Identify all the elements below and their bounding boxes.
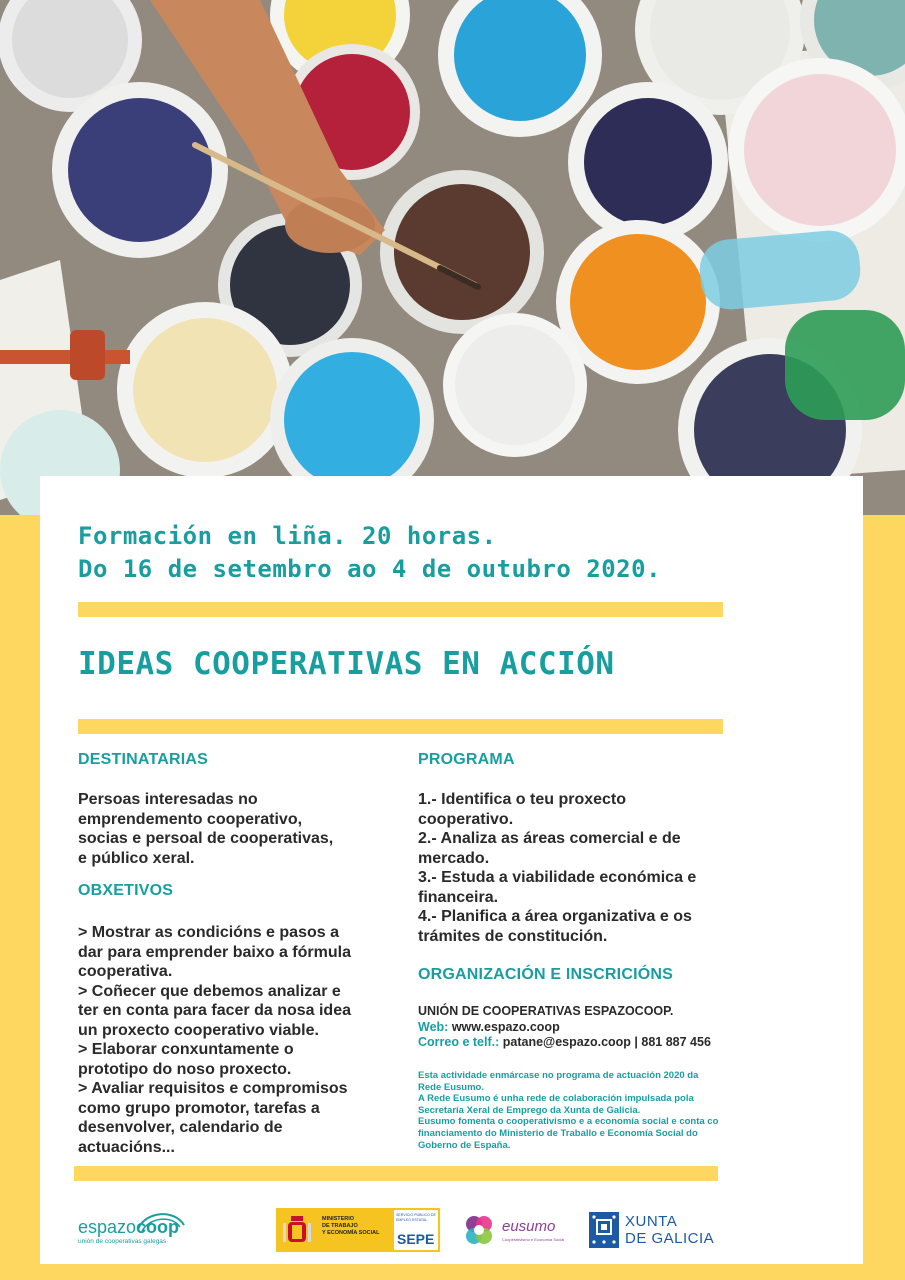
xunta-line2: DE GALICIA	[625, 1230, 715, 1247]
eusumo-icon	[460, 1214, 500, 1248]
coat-of-arms-icon	[280, 1213, 314, 1247]
text-line: desenvolver, calendario de	[78, 1119, 283, 1136]
divider-bar-top	[78, 602, 723, 617]
text-line: prototipo do noso proxecto.	[78, 1060, 292, 1078]
text-line: trámites de constitución.	[418, 927, 608, 945]
ministerio-line2: DE TRABAJO	[322, 1223, 358, 1229]
eusumo-logo	[460, 1210, 565, 1250]
text-line: 2.- Analiza as áreas comercial e de	[418, 830, 681, 847]
course-info	[78, 520, 661, 586]
text-line: > Elaborar conxuntamente o	[78, 1041, 294, 1058]
ministerio-line3: Y ECONOMÍA SOCIAL	[322, 1230, 380, 1236]
espazocoop-logo	[76, 1209, 191, 1249]
obxetivos-text	[78, 923, 351, 1157]
text-line: mercado.	[418, 849, 490, 867]
espazo-word: espazo	[78, 1217, 137, 1237]
organizacion-details	[418, 1004, 711, 1051]
course-format: Formación en liña. 20 horas.	[78, 522, 497, 550]
sepe-small-text: SERVICIO PÚBLICO DE EMPLEO ESTATAL	[396, 1213, 436, 1222]
divider-bar-bottom	[74, 1166, 718, 1181]
text-line: financeira.	[418, 888, 499, 906]
text-line: 4.- Planifica a área organizativa e os	[418, 908, 692, 925]
sepe-box	[394, 1210, 438, 1250]
text-line: Persoas interesadas no	[78, 791, 258, 808]
note-line: Goberno de España.	[418, 1139, 511, 1151]
note-line: Rede Eusumo.	[418, 1081, 484, 1093]
note-line: Eusumo fomenta o cooperativismo e a economía social e conta co	[418, 1116, 719, 1128]
programa-heading: PROGRAMA	[418, 751, 515, 768]
web-row	[418, 1020, 711, 1036]
obxetivos-heading: OBXETIVOS	[78, 882, 174, 899]
programa-text	[418, 790, 696, 946]
course-dates: Do 16 de setembro ao 4 de outubro 2020.	[78, 555, 662, 583]
content-card	[40, 476, 863, 1264]
text-line: ter en conta para facer da nosa idea	[78, 1002, 351, 1019]
text-line: > Mostrar as condicións e pasos a	[78, 924, 339, 941]
text-line: 3.- Estuda a viabilidade económica e	[418, 869, 697, 886]
text-line: como grupo promotor, tarefas a	[78, 1099, 320, 1117]
ministerio-sepe-logo	[276, 1208, 440, 1252]
text-line: emprendemento cooperativo,	[78, 810, 303, 828]
text-line: socias e persoal de cooperativas,	[78, 830, 334, 847]
text-line: > Coñecer que debemos analizar e	[78, 982, 341, 1000]
page-title: IDEAS COOPERATIVAS EN ACCIÓN	[78, 646, 615, 682]
destinatarias-heading: DESTINATARIAS	[78, 751, 209, 768]
hero-photo-paint-buckets	[0, 0, 905, 515]
web-label: Web:	[418, 1019, 449, 1034]
coop-word: coop	[136, 1217, 180, 1237]
ministerio-line1: MINISTERIO	[322, 1216, 355, 1222]
contact-row	[418, 1035, 711, 1051]
note-line: Esta actividade enmárcase no programa de actuación 2020 da	[418, 1070, 699, 1081]
text-line: un proxecto cooperativo viable.	[78, 1021, 319, 1039]
organizacion-heading: ORGANIZACIÓN E INSCRICIÓNS	[418, 966, 673, 983]
xunta-galicia-logo	[589, 1209, 719, 1251]
org-name: UNIÓN DE COOPERATIVAS ESPAZOCOOP.	[418, 1004, 674, 1018]
destinatarias-text	[78, 790, 333, 868]
note-line: financiamento do Ministerio de Traballo e Economía Social do	[418, 1127, 698, 1139]
web-link[interactable]: www.espazo.coop	[451, 1019, 560, 1034]
text-line: cooperativo.	[418, 810, 514, 828]
text-line: actuacións...	[78, 1138, 175, 1156]
footnote	[418, 1070, 748, 1151]
eusumo-tagline: Cooperativismo e Economía Social	[502, 1237, 565, 1242]
text-line: > Avaliar requisitos e compromisos	[78, 1080, 348, 1097]
text-line: cooperativa.	[78, 963, 173, 980]
eusumo-wordmark: eusumo	[502, 1218, 556, 1235]
note-line: A Rede Eusumo é unha rede de colaboración impulsada pola	[418, 1093, 694, 1105]
galicia-shield-icon	[589, 1212, 619, 1248]
text-line: dar para emprender baixo a fórmula	[78, 943, 351, 961]
sepe-wordmark: SEPE	[397, 1231, 435, 1247]
espazocoop-tagline: unión de cooperativas galegas	[78, 1238, 167, 1245]
note-line: Secretaría Xeral de Emprego da Xunta de Galicia.	[418, 1104, 641, 1116]
text-line: e público xeral.	[78, 849, 195, 867]
divider-bar-middle	[78, 719, 723, 734]
contact-label: Correo e telf.:	[418, 1035, 500, 1049]
xunta-line1: XUNTA	[625, 1213, 678, 1230]
contact-value[interactable]: patane@espazo.coop | 881 887 456	[502, 1035, 711, 1049]
text-line: 1.- Identifica o teu proxecto	[418, 791, 627, 808]
